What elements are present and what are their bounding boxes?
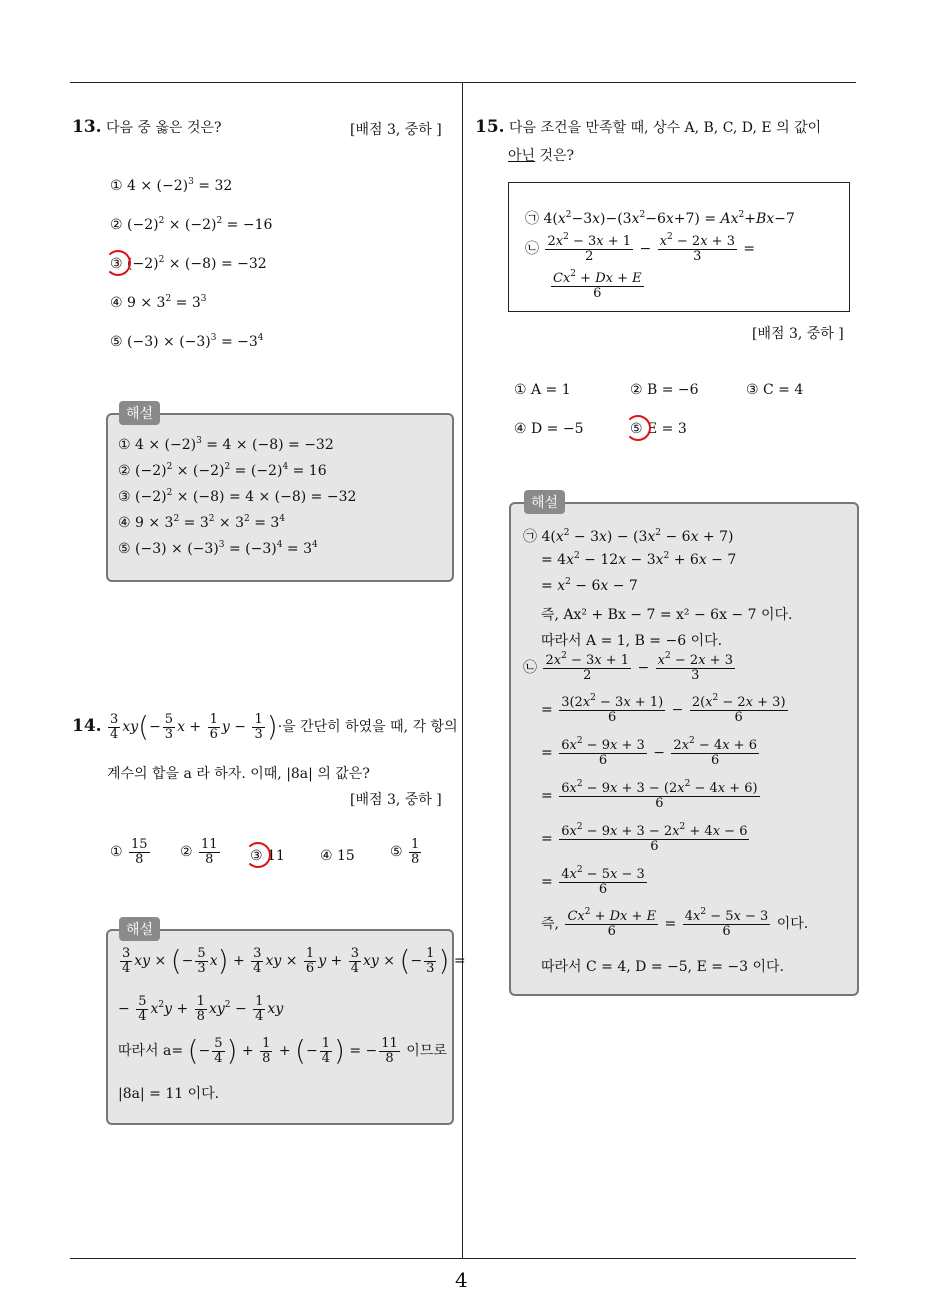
q14-sol-line: − $\frac{5}{4}$ $x^2y$ + $\frac{1}{8}$ $xy^2$ − $\frac{1}{4}$ xy bbox=[118, 994, 284, 1024]
q13-sol-line: ② $(-2)^2 \times (-2)^2 = (-2)^4 = 16$ bbox=[118, 462, 327, 479]
q15-sol-line: ㉡ $\frac{2x^2 - 3x + 1}{2}$ − $\frac{x^2 - 2x + 3}{3}$ bbox=[523, 651, 733, 683]
q15-sol-line: ㉠ $4(x^2 - 3x) - (3x^2 - 6x + 7)$ bbox=[523, 528, 734, 545]
answer-circle-icon bbox=[245, 842, 271, 868]
q13-score: [배점 3, 중하 ] bbox=[350, 122, 442, 138]
q14-option-2[interactable]: ② $\frac{11}{8}$ bbox=[180, 837, 218, 867]
condition-2-rhs: $\frac{Cx^2 + Dx + E}{6}$ bbox=[553, 269, 642, 301]
q14-solution-tag: 해설 bbox=[119, 917, 160, 941]
condition-2: ㉡ $\frac{2x^2 - 3x + 1}{2}$ − $\frac{x^2 - 2x + 3}{3}$ = bbox=[525, 232, 756, 264]
q14-option-4[interactable]: ④ 15 bbox=[320, 848, 355, 864]
q15-sol-line: = $\frac{3(2x^2 - 3x + 1)}{6}$ − $\frac{2(x^2 - 2x + 3)}{6}$ bbox=[541, 693, 786, 725]
q15-sol-line: = $4x^2 - 12x - 3x^2 + 6x - 7$ bbox=[541, 551, 737, 568]
q14-text-tail: 을 간단히 하였을 때, 각 항의 bbox=[282, 719, 458, 736]
q15-text-line2: 아닌 것은? bbox=[508, 148, 575, 164]
q14-sol-line: 따라서 a= (− $\frac{5}{4}$ ) + $\frac{1}{8}$ + (− $\frac{1}{4}$ ) = − $\frac{11}{8}$ 이므로 bbox=[118, 1034, 447, 1068]
q14-option-5[interactable]: ⑤ $\frac{1}{8}$ bbox=[390, 837, 420, 867]
q15-sol-ttara2: 따라서 C = 4, D = −5, E = −3 이다. bbox=[541, 959, 785, 975]
page-number: 4 bbox=[455, 1268, 468, 1292]
q14-option-3[interactable]: ③ 11 bbox=[250, 848, 285, 864]
q14-text-line2: 계수의 합을 a 라 하자. 이때, |8a| 의 값은? bbox=[107, 766, 370, 782]
q14-option-1[interactable]: ① $\frac{15}{8}$ bbox=[110, 837, 148, 867]
q15-text-line1: 다음 조건을 만족할 때, 상수 A, B, C, D, E 의 값이 bbox=[509, 120, 822, 136]
q13-option-3[interactable]: ③ $(-2)^2 \times (-8) = -32$ bbox=[110, 255, 267, 272]
q15-option-2[interactable]: ② B = −6 bbox=[630, 382, 699, 398]
q14-header: 14. $\frac{3}{4}$ xy(− $\frac{5}{3}$ x + $\frac{1}{6}$ y − $\frac{1}{3}$ )·을 간단히 하였을 때, 각 항의 bbox=[72, 710, 458, 744]
q13-option-5[interactable]: ⑤ $(-3) \times (-3)^3 = -3^4$ bbox=[110, 333, 264, 350]
q15-sol-ttara1: 따라서 A = 1, B = −6 이다. bbox=[541, 633, 723, 649]
q13-sol-line: ⑤ $(-3) \times (-3)^3 = (-3)^4 = 3^4$ bbox=[118, 540, 318, 557]
q13-sol-line: ③ $(-2)^2 \times (-8) = 4 \times (-8) = -32$ bbox=[118, 488, 357, 505]
q14-sol-line: $\frac{3}{4}$ xy × (− $\frac{5}{3}$ x) + $\frac{3}{4}$ xy × $\frac{1}{6}$ y + $\frac{3}{4}$ xy × (− $\frac{1}{3}$ ) = bbox=[122, 944, 466, 978]
answer-circle-icon bbox=[105, 250, 131, 276]
q15-solution-box bbox=[509, 502, 859, 996]
q15-option-1[interactable]: ① A = 1 bbox=[514, 382, 571, 398]
q15-option-4[interactable]: ④ D = −5 bbox=[514, 421, 584, 437]
q15-sol-line: = $\frac{6x^2 - 9x + 3}{6}$ − $\frac{2x^2 - 4x + 6}{6}$ bbox=[541, 736, 757, 768]
q13-header bbox=[72, 117, 222, 137]
condition-1: ㉠ $4(x^2-3x)-(3x^2-6x+7) = Ax^2+Bx-7$ bbox=[525, 210, 795, 227]
q14-score: [배점 3, 중하 ] bbox=[350, 792, 442, 808]
q15-sol-jeuk1: 즉, Ax² + Bx − 7 = x² − 6x − 7 이다. bbox=[541, 607, 793, 623]
q15-solution-tag: 해설 bbox=[524, 490, 565, 514]
q14-sol-final: |8a| = 11 이다. bbox=[118, 1086, 220, 1102]
q13-number: 13. bbox=[72, 117, 102, 137]
q13-option-1[interactable]: ① $4 \times (-2)^3 = 32$ bbox=[110, 177, 233, 194]
q13-solution-box bbox=[106, 413, 454, 582]
q15-option-5[interactable]: ⑤ E = 3 bbox=[630, 421, 687, 437]
q15-option-3[interactable]: ③ C = 4 bbox=[746, 382, 804, 398]
q13-sol-line: ④ $9 \times 3^2 = 3^2 \times 3^2 = 3^4$ bbox=[118, 514, 286, 531]
q13-text: 다음 중 옳은 것은? bbox=[106, 120, 222, 136]
q15-sol-line: = $\frac{6x^2 - 9x + 3 - 2x^2 + 4x - 6}{6}$ bbox=[541, 822, 748, 854]
q15-sol-line: 즉, $\frac{Cx^2 + Dx + E}{6}$ = $\frac{4x^2 - 5x - 3}{6}$ 이다. bbox=[541, 907, 809, 939]
bottom-rule bbox=[70, 1258, 856, 1259]
q13-solution-tag: 해설 bbox=[119, 401, 160, 425]
top-rule bbox=[70, 82, 856, 83]
q15-condition-box bbox=[508, 182, 850, 312]
q15-sol-line: = $x^2 - 6x - 7$ bbox=[541, 577, 638, 594]
q14-number: 14. bbox=[72, 716, 102, 737]
q13-option-4[interactable]: ④ $9 \times 3^2 = 3^3$ bbox=[110, 294, 207, 311]
q15-sol-line: = $\frac{4x^2 - 5x - 3}{6}$ bbox=[541, 865, 645, 897]
answer-circle-icon bbox=[625, 415, 651, 441]
q13-option-2[interactable]: ② $(-2)^2 \times (-2)^2 = -16$ bbox=[110, 216, 273, 233]
q13-sol-line: ① $4 \times (-2)^3 = 4 \times (-8) = -32$ bbox=[118, 436, 334, 453]
q14-solution-box bbox=[106, 929, 466, 1125]
q15-number: 15. bbox=[475, 117, 505, 137]
q15-header bbox=[475, 117, 821, 137]
q15-score: [배점 3, 중하 ] bbox=[752, 326, 844, 342]
q15-sol-line: = $\frac{6x^2 - 9x + 3 - (2x^2 - 4x + 6)}{6}$ bbox=[541, 779, 758, 811]
column-divider bbox=[462, 83, 463, 1259]
